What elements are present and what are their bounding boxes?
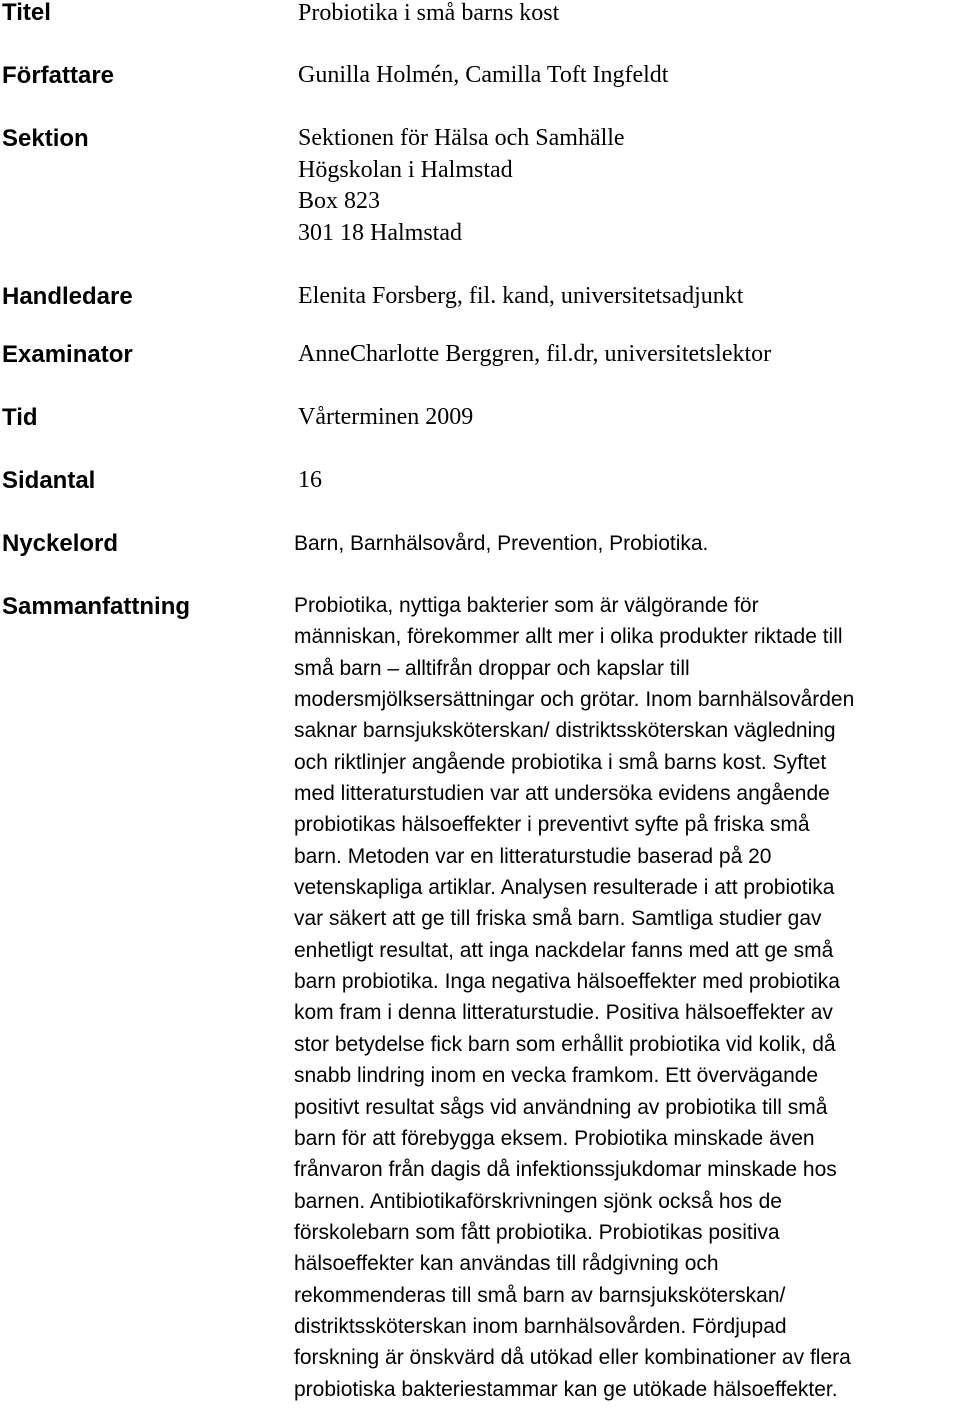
summary-line: var säkert att ge till friska små barn. Samtliga studier gav [294, 907, 822, 931]
section-line: 301 18 Halmstad [298, 219, 462, 246]
summary-line: förskolebarn som fått probiotika. Probiotikas positiva [294, 1220, 780, 1244]
value-section [298, 123, 625, 249]
value-title: Probiotika i små barns kost [298, 0, 560, 26]
summary-line: positivt resultat sågs vid användning av probiotika till små [294, 1095, 828, 1119]
summary-line: människan, förekommer allt mer i olika produkter riktade till [294, 625, 843, 649]
value-keywords: Barn, Barnhälsovård, Prevention, Probiotika. [294, 532, 709, 555]
label-supervisor: Handledare [2, 283, 133, 310]
value-examiner: AnneCharlotte Berggren, fil.dr, universitetslektor [298, 341, 772, 367]
summary-line: och riktlinjer angående probiotika i små barns kost. Syftet [294, 750, 827, 774]
section-line: Sektionen för Hälsa och Samhälle [298, 125, 625, 151]
summary-line: med litteraturstudien var att undersöka evidens angående [294, 782, 830, 806]
summary-line: stor betydelse fick barn som erhållit probiotika vid kolik, då [294, 1032, 836, 1056]
label-examiner: Examinator [2, 341, 133, 368]
summary-line: barnen. Antibiotikaförskrivningen sjönk också hos de [294, 1189, 782, 1213]
value-time: Vårterminen 2009 [298, 404, 474, 430]
value-supervisor: Elenita Forsberg, fil. kand, universitetsadjunkt [298, 283, 744, 309]
label-keywords: Nyckelord [2, 530, 119, 557]
summary-line: barn för att förebygga eksem. Probiotika minskade även [294, 1126, 815, 1150]
summary-line: Probiotika, nyttiga bakterier som är välgörande för [294, 594, 759, 617]
summary-line: barn probiotika. Inga negativa hälsoeffekter med probiotika [294, 970, 840, 994]
summary-line: distriktssköterskan inom barnhälsovården. Fördjupad [294, 1314, 787, 1338]
summary-line: modersmjölksersättningar och grötar. Inom barnhälsovården [294, 688, 855, 712]
summary-line: forskning är önskvärd då utökad eller kombinationer av flera [294, 1346, 851, 1370]
summary-line: saknar barnsjuksköterskan/ distriktssköterskan vägledning [294, 719, 836, 743]
summary-line: probiotikas hälsoeffekter i preventivt syfte på friska små [294, 813, 810, 837]
summary-line: hälsoeffekter kan användas till rådgivning och [294, 1252, 719, 1276]
label-summary: Sammanfattning [2, 593, 191, 620]
label-section: Sektion [2, 125, 89, 152]
label-time: Tid [2, 404, 38, 431]
summary-line: kom fram i denna litteraturstudie. Positiva hälsoeffekter av [294, 1001, 833, 1025]
value-pages: 16 [298, 467, 322, 493]
summary-line: barn. Metoden var en litteraturstudie baserad på 20 [294, 844, 772, 868]
summary-line: probiotiska bakteriestammar kan ge utökade hälsoeffekter. [294, 1377, 838, 1401]
label-title: Titel [2, 0, 51, 26]
summary-line: snabb lindring inom en vecka framkom. Ett övervägande [294, 1064, 819, 1088]
summary-text [294, 590, 960, 1405]
section-line: Högskolan i Halmstad [298, 156, 513, 183]
label-pages: Sidantal [2, 467, 96, 494]
value-authors: Gunilla Holmén, Camilla Toft Ingfeldt [298, 62, 669, 88]
summary-line: små barn – alltifrån droppar och kapslar till [294, 656, 690, 680]
summary-line: frånvaron från dagis då infektionssjukdomar minskade hos [294, 1158, 837, 1182]
section-line: Box 823 [298, 188, 381, 214]
summary-line: enhetligt resultat, att inga nackdelar fanns med att ge små [294, 938, 834, 962]
summary-line: vetenskapliga artiklar. Analysen resulterade i att probiotika [294, 876, 835, 900]
summary-line: rekommenderas till små barn av barnsjuksköterskan/ [294, 1283, 786, 1307]
label-authors: Författare [2, 62, 115, 89]
